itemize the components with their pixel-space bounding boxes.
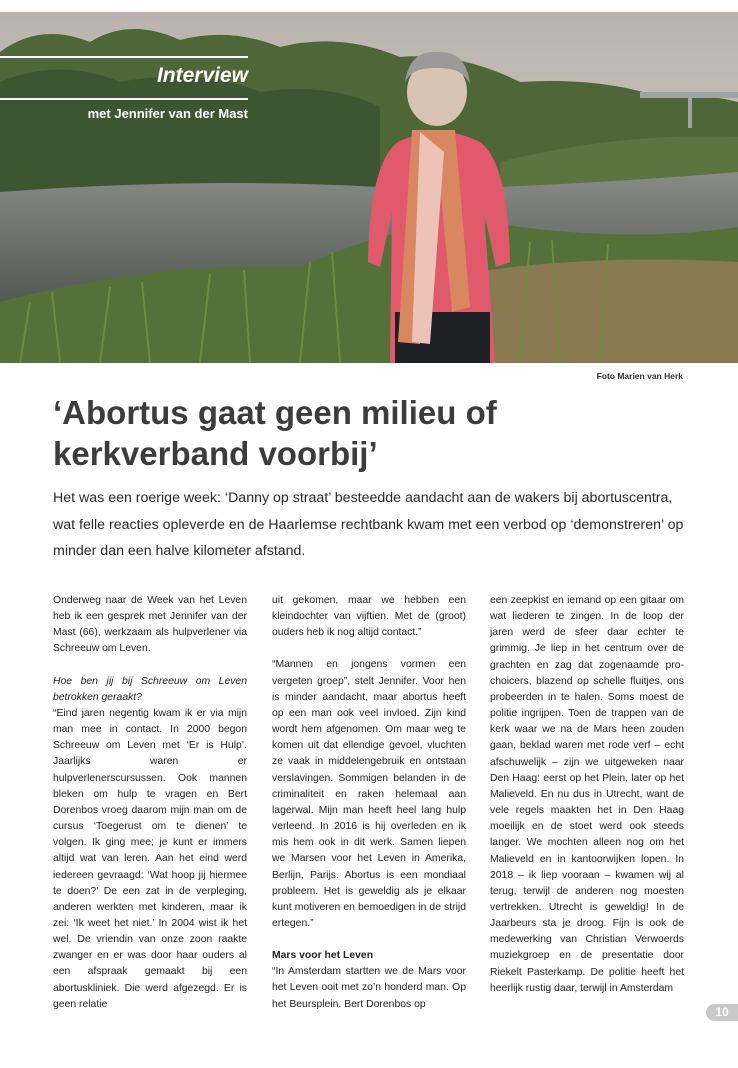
- text-column-2: [272, 593, 466, 1013]
- paragraph: uit gekomen, maar we hebben een kleindochter van vijftien. Met de (groot) ouders heb ik nog altijd contact.”: [272, 595, 466, 639]
- section-label: Interview: [156, 64, 248, 87]
- paragraph: “Eind jaren negentig kwam ik er via mijn man mee in contact. In 2000 begon Schreeuw om Leven met ‘Er is Hulp’. Jaarlijks waren er hulpverlenerscursussen. Ook mannen bleken om hulp te vragen en Bert Dorenbos vroeg daarom mijn man om de cursus ‘Toegerust om te dienen’ te volgen. Ik ging mee; je kunt er immers altijd wat van leren. Aan het eind werd iedereen gevraagd: ‘Wat hoop jij hiermee te doen?’ De een zat in de verpleging, anderen werkten met kinderen, maar ik zei: ‘Ik weet het niet.’ In 2004 wist ik het wel. De vriendin van onze zoon raakte zwanger en er was door haar ouders al een afspraak gemaakt bij een abortuskliniek. Die werd afgezegd. Er is geen relatie: [53, 707, 247, 1010]
- interview-question: Hoe ben jij bij Schreeuw om Leven betrokken geraakt?: [53, 675, 247, 703]
- header-rule-top: [0, 56, 248, 58]
- article-headline: ‘Abortus gaat geen milieu of kerkverband voorbij’: [53, 394, 497, 472]
- subheading: Mars voor het Leven: [272, 950, 374, 962]
- text-column-3: [490, 593, 684, 997]
- header-rule-bottom: [0, 98, 248, 100]
- paragraph: Onderweg naar de Week van het Leven heb ik een gesprek met Jennifer van der Mast (66), werkzaam als hulpverlener via Schreeuw om Leven.: [53, 595, 247, 655]
- page-number: 10: [706, 1004, 738, 1021]
- paragraph: “In Amsterdam startten we de Mars voor het Leven ooit met zo’n honderd man. Op het Beursplein. Bert Dorenbos op: [272, 966, 466, 1010]
- text-column-1: [53, 593, 247, 1013]
- paragraph: een zeepkist en iemand op een gitaar om wat liederen te zingen. In de loop der jaren werd de sfeer daar echter te grimmig. Je liep in het centrum over de grachten en zag dat zogenaamde pro-choicers, blazend op schelle fluitjes, ons probeerden in te halen. Soms moest de politie ingrijpen. Toen de trappen van de kerk waar we na de Mars heen zouden gaan, beklad waren met rode verf – echt afschuwelijk – zijn we uitgeweken naar Den Haag: eerst op het Plein, later op het Malieveld. En nu dus in Utrecht, want de vele regels maakten het in Den Haag moeilijk en de stoet werd ook steeds langer. We mochten alleen nog om het Malieveld en in kantoorwijken lopen. In 2018 – ik liep vooraan – kwamen wij al terug, terwijl de anderen nog moesten vertrekken. Utrecht is geweldig! In de Jaarbeurs sta je droog. Fijn is ook de medewerking van Christian Verwoerds muziekgroep en de presentatie door Riekelt Pasterkamp. De politie heeft het heerlijk rustig daar, terwijl in Amsterdam: [490, 595, 684, 994]
- article-intro: Het was een roerige week: ‘Danny op straat’ besteedde aandacht aan de wakers bij abortuscentra, wat felle reacties opleverde en de Haarlemse rechtbank kwam met een verbod op ‘demonstreren’ op minder dan een halve kilometer afstand.: [53, 490, 684, 559]
- cover-photo: [0, 12, 738, 363]
- photo-credit: Foto Marien van Herk: [596, 371, 683, 381]
- section-subtitle: met Jennifer van der Mast: [87, 106, 248, 121]
- photo-woman-by-river: [0, 12, 738, 363]
- paragraph: “Mannen en jongens vormen een vergeten groep”, stelt Jennifer. Voor hen is minder aandacht, maar abortus heeft op een man ook veel invloed. Zijn kind wordt hem afgenomen. Om maar weg te komen uit dat ellendige gevoel, vluchten ze vaak in middelengebruik en ontstaan verslavingen. Sommigen belanden in de criminaliteit en raken helemaal aan lagerwal. Mijn man heeft heel lang hulp verleend. In 2016 is hij overleden en ik mis hem ook in dit werk. Samen liepen we Marsen voor het Leven in Amerika, Berlijn, Parijs. Abortus is een mondiaal probleem. Het is geweldig als je elkaar kunt motiveren en bemoedigen in de strijd ertegen.”: [272, 659, 466, 929]
